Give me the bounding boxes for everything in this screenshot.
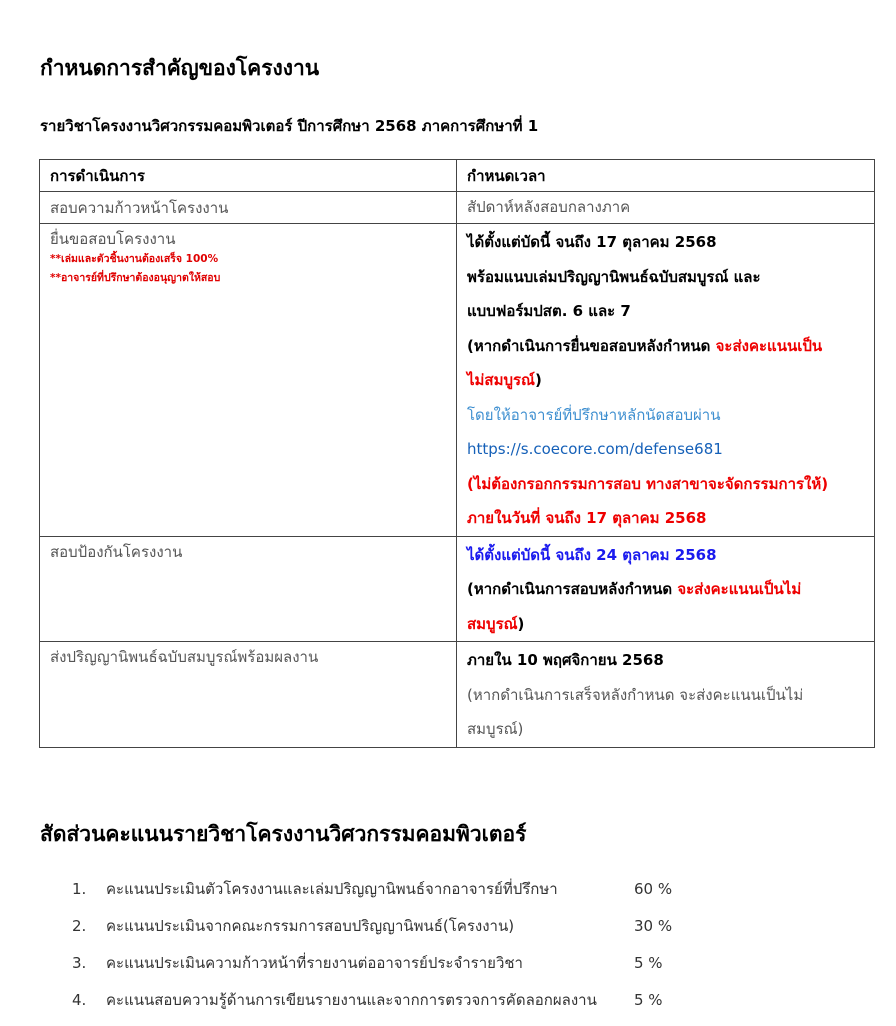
deadline-line: ได้ตั้งแต่บัดนี้ จนถึง 17 ตุลาคม 2568 bbox=[467, 233, 717, 251]
item-percent: 60 % bbox=[634, 880, 673, 898]
within-date-line: ภายในวันที่ จนถึง 17 ตุลาคม 2568 bbox=[467, 509, 707, 527]
late-warning-text: (หากดำเนินการยื่นขอสอบหลังกำหนด bbox=[467, 336, 716, 355]
row-deadline-submit bbox=[457, 642, 875, 748]
item-number: 3. bbox=[72, 954, 87, 972]
advisor-line: โดยให้อาจารย์ที่ปรึกษาหลักนัดสอบผ่าน bbox=[467, 405, 721, 424]
schedule-table bbox=[39, 159, 875, 748]
item-percent: 5 % bbox=[634, 954, 663, 972]
row-deadline-defense bbox=[457, 536, 875, 642]
note-advisor: **อาจารย์ที่ปรึกษาต้องอนุญาตให้สอบ bbox=[50, 272, 221, 284]
defense-incomplete-red: สมบูรณ์ bbox=[467, 614, 518, 633]
submit-warning-line2: สมบูรณ์) bbox=[467, 720, 524, 738]
close-paren: ) bbox=[534, 371, 542, 389]
item-text: คะแนนประเมินจากคณะกรรมการสอบปริญญานิพนธ์(โครงงาน) bbox=[106, 917, 515, 935]
list-item bbox=[72, 915, 672, 952]
row-activity-defense: สอบป้องกันโครงงาน bbox=[40, 536, 457, 642]
row-activity-submit: ส่งปริญญานิพนธ์ฉบับสมบูรณ์พร้อมผลงาน bbox=[40, 642, 457, 748]
activity-label: ยื่นขอสอบโครงงาน bbox=[50, 230, 176, 248]
course-subtitle: รายวิชาโครงงานวิศวกรรมคอมพิวเตอร์ ปีการศึกษา 2568 ภาคการศึกษาที่ 1 bbox=[40, 117, 539, 135]
late-warning-red: จะส่งคะแนนเป็น bbox=[715, 336, 823, 355]
table-row bbox=[40, 224, 875, 537]
submit-warning-line: (หากดำเนินการเสร็จหลังกำหนด จะส่งคะแนนเป็นไม่ bbox=[467, 685, 804, 704]
table-header-row bbox=[40, 160, 875, 192]
item-percent: 30 % bbox=[634, 917, 673, 935]
header-activity: การดำเนินการ bbox=[40, 160, 457, 192]
list-item bbox=[72, 878, 672, 915]
defense-deadline-line: ได้ตั้งแต่บัดนี้ จนถึง 24 ตุลาคม 2568 bbox=[467, 545, 717, 564]
submit-deadline-line: ภายใน 10 พฤศจิกายน 2568 bbox=[467, 651, 664, 669]
item-text: คะแนนสอบความรู้ด้านการเขียนรายงานและจากการตรวจการคัดลอกผลงาน bbox=[106, 991, 597, 1009]
defense-warning-line bbox=[467, 572, 864, 607]
defense-warning-text: (หากดำเนินการสอบหลังกำหนด bbox=[467, 580, 678, 598]
committee-line: (ไม่ต้องกรอกกรรมการสอบ ทางสาขาจะจัดกรรมการให้) bbox=[467, 474, 829, 493]
item-number: 1. bbox=[72, 880, 87, 898]
table-row bbox=[40, 536, 875, 642]
attach-line: พร้อมแนบเล่มปริญญานิพนธ์ฉบับสมบูรณ์ และ bbox=[467, 267, 761, 286]
item-text: คะแนนประเมินตัวโครงงานและเล่มปริญญานิพนธ์จากอาจารย์ที่ปรึกษา bbox=[106, 880, 558, 898]
page-title: กำหนดการสำคัญของโครงงาน bbox=[40, 56, 320, 80]
late-warning-line2 bbox=[467, 363, 864, 398]
defense-warning-line2 bbox=[467, 607, 864, 642]
score-section-title: สัดส่วนคะแนนรายวิชาโครงงานวิศวกรรมคอมพิวเตอร์ bbox=[40, 822, 527, 846]
table-row bbox=[40, 192, 875, 224]
late-warning-line bbox=[467, 329, 864, 364]
row-activity-request bbox=[40, 224, 457, 537]
defense-warning-red: จะส่งคะแนนเป็นไม่ bbox=[677, 580, 802, 598]
row-deadline-progress: สัปดาห์หลังสอบกลางภาค bbox=[457, 192, 875, 224]
list-item bbox=[72, 989, 672, 1026]
row-activity-progress: สอบความก้าวหน้าโครงงาน bbox=[40, 192, 457, 224]
table-row bbox=[40, 642, 875, 748]
score-list bbox=[72, 878, 672, 1026]
header-deadline: กำหนดเวลา bbox=[457, 160, 875, 192]
item-percent: 5 % bbox=[634, 991, 663, 1009]
list-item bbox=[72, 952, 672, 989]
item-number: 4. bbox=[72, 991, 87, 1009]
incomplete-red: ไม่สมบูรณ์ bbox=[467, 371, 535, 389]
form-line: แบบฟอร์มปสต. 6 และ 7 bbox=[467, 302, 631, 320]
item-text: คะแนนประเมินความก้าวหน้าที่รายงานต่ออาจารย์ประจำรายวิชา bbox=[106, 954, 523, 972]
item-number: 2. bbox=[72, 917, 87, 935]
defense-link[interactable]: https://s.coecore.com/defense681 bbox=[467, 440, 723, 458]
defense-close-paren: ) bbox=[517, 614, 525, 633]
note-complete: **เล่มและตัวชิ้นงานต้องเสร็จ 100% bbox=[50, 253, 219, 265]
row-deadline-request bbox=[457, 224, 875, 537]
